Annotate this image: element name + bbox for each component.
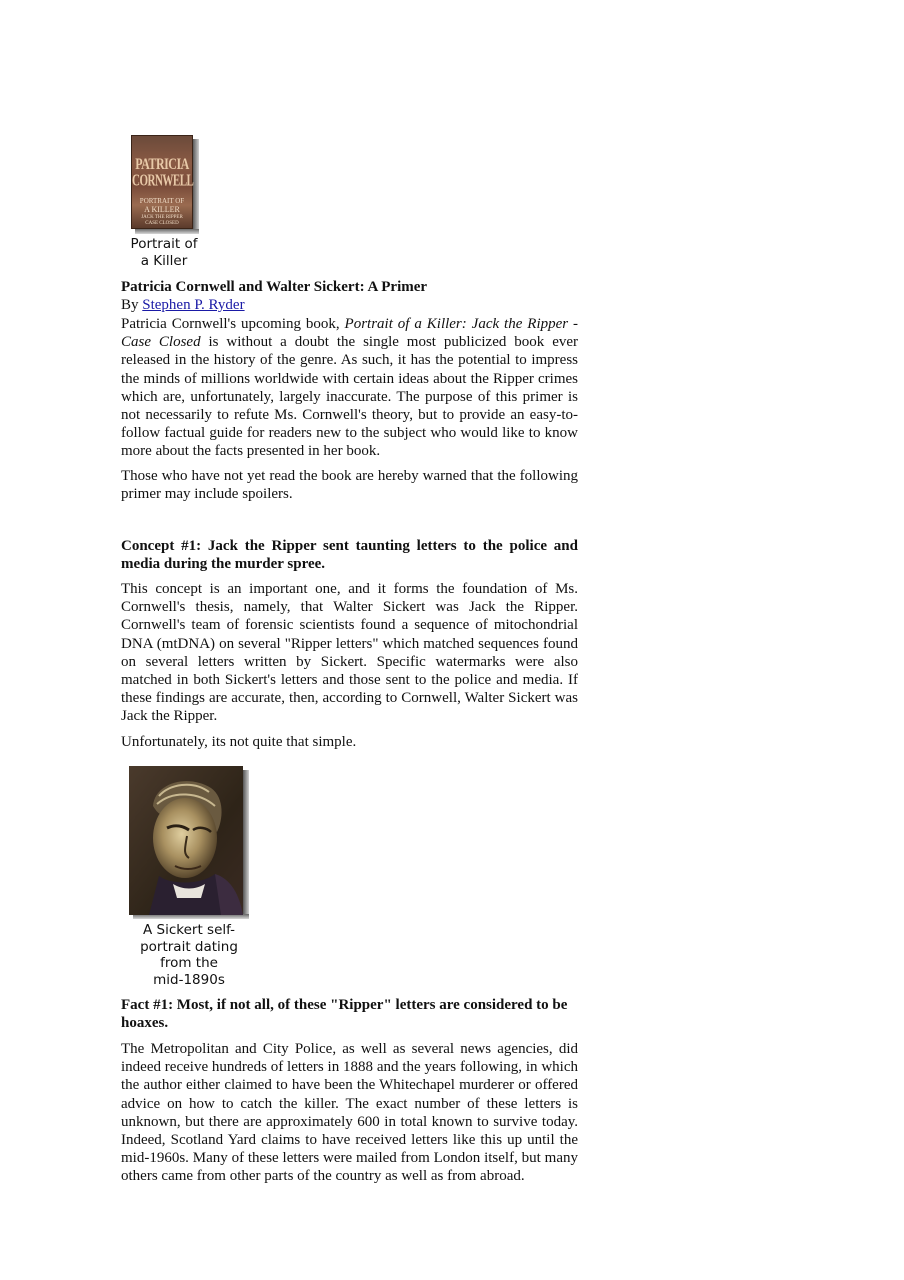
fact-1-heading: Fact #1: Most, if not all, of these "Ripper" letters are considered to be hoaxes. (121, 997, 568, 1031)
spoiler-warning: Those who have not yet read the book are hereby warned that the following primer may include spoilers. (121, 468, 578, 503)
cover-title-3: JACK THE RIPPER (141, 215, 183, 220)
book-cover-image (131, 135, 197, 233)
intro-paragraph: Patricia Cornwell's upcoming book, Portrait of a Killer: Jack the Ripper - Case Closed is without a doubt the single most publicized book ever released in the history of the genre. As such, it has the potential to impress the minds of millions worldwide with certain ideas about the Ripper crimes which are, unfortunately, largely inaccurate. The purpose of this primer is not necessarily to refute Ms. Cornwell's theory, but to provide an easy-to-follow factual guide for readers new to the subject who would like to know more about the facts presented in her book. (121, 316, 579, 460)
cover-caption: Portrait of a Killer (130, 236, 198, 269)
article-page (121, 0, 579, 1185)
portrait-caption: A Sickert self- portrait dating from the mid-1890s (140, 922, 238, 988)
cover-title-4: CASE CLOSED (145, 221, 179, 226)
concept-1-text: This concept is an important one, and it forms the foundation of Ms. Cornwell's thesis, namely, that Walter Sickert was Jack the Ripper. Cornwell's team of forensic scientists found a sequence of mitochondrial DNA (mtDNA) on several "Ripper letters" which matched sequences found on several letters written by Sickert. Specific watermarks were also matched in both Sickert's letters and those sent to the police and media. If these findings are accurate, then, according to Cornwell, Walter Sickert was Jack the Ripper. (121, 581, 578, 725)
sickert-portrait-image (129, 766, 249, 919)
article-title: Patricia Cornwell and Walter Sickert: A Primer (121, 279, 428, 295)
portrait-figure (127, 766, 251, 988)
cover-author-last: CORNWELL (132, 171, 194, 190)
book-title: Portrait of a Killer: Jack the Ripper - Case Closed (121, 316, 579, 351)
cover-title-1: PORTRAIT OF (139, 197, 185, 205)
fact-1-text: The Metropolitan and City Police, as well as several news agencies, did indeed receive hundreds of letters in 1888 and the years following, in which the author either claimed to have been the Whitechapel murderer or offered advice on how to catch the killer. The exact number of these letters is unknown, but there are approximately 600 in total known to survive today. Indeed, Scotland Yard claims to have received letters like this up until the mid-1960s. Many of these letters were mailed from London itself, but many others came from other parts of the country as well as from abroad. (121, 1041, 578, 1185)
cover-figure (121, 135, 207, 269)
byline: By Stephen P. Ryder (121, 297, 245, 313)
cover-title-2: A KILLER (144, 205, 180, 214)
concept-1-followup: Unfortunately, its not quite that simple. (121, 734, 357, 750)
cover-author-first: PATRICIA (135, 154, 189, 174)
concept-1-heading: Concept #1: Jack the Ripper sent taunting letters to the police and media during the murder spree. (121, 538, 578, 572)
author-link[interactable]: Stephen P. Ryder (142, 297, 245, 313)
